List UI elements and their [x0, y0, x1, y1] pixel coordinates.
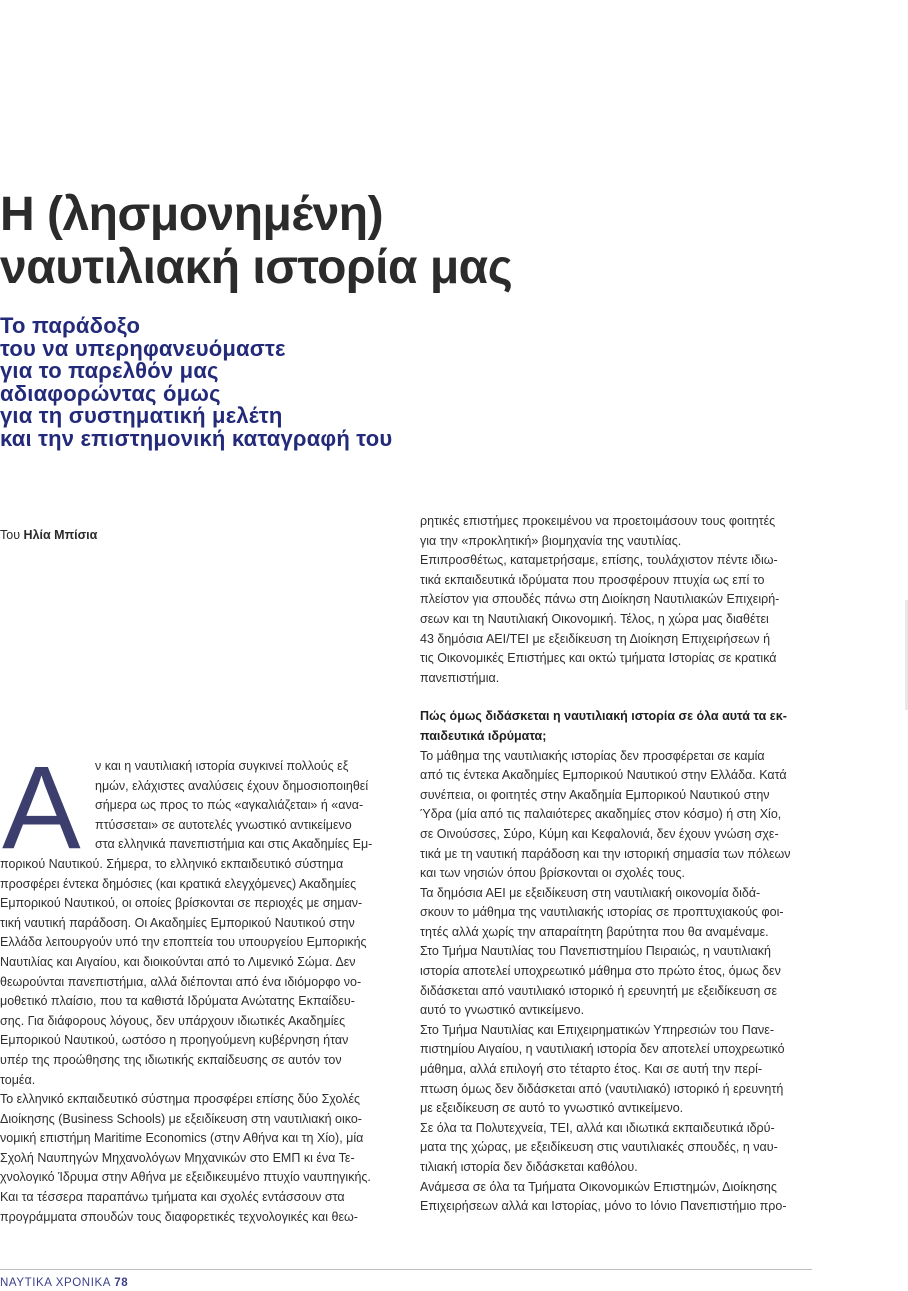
- text-line: πορικού Ναυτικού. Σήμερα, το ελληνικό εκπαιδευτικό σύστημα: [0, 856, 344, 871]
- text-line: τητές αλλά χωρίς την απαραίτητη βαρύτητα που θα αναμέναμε.: [420, 924, 769, 939]
- text-line: συνέπεια, οι φοιτητές στην Ακαδημία Εμπορικού Ναυτικού στην: [420, 787, 770, 802]
- text-line: Εμπορικού Ναυτικού, οι οποίες βρίσκονται σε περιοχές με σημαν-: [0, 896, 363, 911]
- text-line: Ελλάδα λειτουργούν υπό την εποπτεία του υπουργείου Εμπορικής: [0, 935, 367, 950]
- title-line-2: ναυτιλιακή ιστορία μας: [0, 241, 513, 294]
- text-line: Σχολή Ναυπηγών Μηχανολόγων Μηχανικών στο ΕΜΠ κι ένα Τε-: [0, 1150, 355, 1165]
- text-line: σκουν το μάθημα της ναυτιλιακής ιστορίας σε προπτυχιακούς φοι-: [420, 905, 784, 920]
- text-line: ν και η ναυτιλιακή ιστορία συγκινεί πολλούς εξ: [95, 759, 349, 773]
- text-line: πλείστον για σπουδές πάνω στη Διοίκηση Ναυτιλιακών Επιχειρή-: [420, 592, 780, 607]
- text-line: Το μάθημα της ναυτιλιακής ιστορίας δεν προσφέρεται σε καμία: [420, 748, 765, 763]
- paragraph-gap: [420, 688, 812, 707]
- title-line-1: Η (λησμονημένη): [0, 188, 384, 241]
- text-line: ρητικές επιστήμες προκειμένου να προετοιμάσουν τους φοιτητές: [420, 514, 776, 528]
- text-line: προσφέρει έντεκα δημόσιες (και κρατικά ελεγχόμενες) Ακαδημίες: [0, 876, 357, 891]
- byline: [0, 528, 97, 542]
- article-title: [0, 188, 512, 294]
- text-line: για την «προκλητική» βιομηχανία της ναυτιλίας.: [420, 533, 682, 548]
- text-line: Εμπορικού Ναυτικού, ωστόσο η προηγούμενη κυβέρνηση ήταν: [0, 1033, 349, 1048]
- text-line: 43 δημόσια ΑΕΙ/ΤΕΙ με εξειδίκευση τη Διοίκηση Επιχειρήσεων ή: [420, 631, 771, 646]
- article-subtitle: [0, 315, 392, 451]
- subtitle-line: αδιαφορώντας όμως: [0, 380, 221, 406]
- text-line: από τις έντεκα Ακαδημίες Εμπορικού Ναυτικού στην Ελλάδα. Κατά: [420, 768, 787, 783]
- text-line: πιστημίου Αιγαίου, η ναυτιλιακή ιστορία δεν αποτελεί υποχρεωτικό: [420, 1042, 785, 1057]
- text-line: μοθετικό πλαίσιο, που τα καθιστά Ιδρύματα Ανώτατης Εκπαίδευ-: [0, 994, 355, 1009]
- text-line: πτωση όμως δεν διδάσκεται από (ναυτιλιακό) ιστορικό ή ερευνητή: [420, 1081, 784, 1096]
- text-line: σήμερα ως προς το πώς «αγκαλιάζεται» ή «ανα-: [95, 798, 364, 813]
- magazine-name: ΝΑΥΤΙΚΑ ΧΡΟΝΙΚΑ: [0, 1277, 111, 1289]
- text-line: θεωρούνται πανεπιστήμια, αλλά διέπονται από ένα ιδιόμορφο νο-: [0, 974, 362, 989]
- text-line: σης. Για διάφορους λόγους, δεν υπάρχουν ιδιωτικές Ακαδημίες: [0, 1013, 346, 1028]
- text-line: σεων και τη Ναυτιλιακή Οικονομική. Τέλος, η χώρα μας διαθέτει: [420, 611, 769, 626]
- author-name: Ηλία Μπίσια: [23, 528, 98, 542]
- byline-prefix: Του: [0, 528, 21, 542]
- drop-cap: Α: [2, 742, 81, 874]
- subtitle-line: του να υπερηφανευόμαστε: [0, 335, 286, 361]
- text-line: τικά με τη ναυτική παράδοση και την ιστορική σημασία των πόλεων: [420, 846, 791, 861]
- text-line: και των νησιών όπου βρίσκονται οι σχολές τους.: [420, 866, 686, 881]
- text-line: νομική επιστήμη Maritime Economics (στην Αθήνα και τη Χίο), μία: [0, 1131, 364, 1146]
- text-line: Ναυτιλίας και Αιγαίου, και διοικούνται από το Λιμενικό Σώμα. Δεν: [0, 954, 356, 969]
- text-line: τιλιακή ιστορία δεν διδάσκεται καθόλου.: [420, 1160, 638, 1174]
- page-footer: [0, 1277, 128, 1289]
- footer-divider: [0, 1269, 812, 1270]
- text-line: τομέα.: [0, 1072, 36, 1087]
- text-line: μάθημα, αλλά επιλογή στο τέταρτο έτος. Και σε αυτή την περί-: [420, 1062, 763, 1077]
- text-line: διδάσκεται από ναυτιλιακό ιστορικό ή ερευνητή με εξειδίκευση σε: [420, 983, 778, 998]
- text-line: προγράμματα σπουδών τους διαφορετικές τεχνολογικές και θεω-: [0, 1209, 358, 1224]
- text-line: Σε όλα τα Πολυτεχνεία, ΤΕΙ, αλλά και ιδιωτικά εκπαιδευτικά ιδρύ-: [420, 1120, 775, 1135]
- text-line: Το ελληνικό εκπαιδευτικό σύστημα προσφέρει επίσης δύο Σχολές: [0, 1092, 361, 1107]
- text-line: Επιχειρήσεων αλλά και Ιστορίας, μόνο το Ιόνιο Πανεπιστήμιο προ-: [420, 1199, 787, 1214]
- text-line: πτύσσεται» σε αυτοτελές γνωστικό αντικείμενο: [95, 817, 352, 832]
- text-line: πανεπιστήμια.: [420, 670, 500, 685]
- text-line: σε Οινούσσες, Σύρο, Κύμη και Κεφαλονιά, δεν έχουν γνώση σχε-: [420, 826, 779, 841]
- text-line: χνολογικό Ίδρυμα στην Αθήνα με εξειδικευμένο πτυχίο ναυπηγικής.: [0, 1170, 371, 1185]
- subtitle-line: Το παράδοξο: [0, 313, 141, 338]
- text-line: Τα δημόσια ΑΕΙ με εξειδίκευση στη ναυτιλιακή οικονομία διδά-: [420, 885, 761, 900]
- text-line: τικά εκπαιδευτικά ιδρύματα που προσφέρουν πτυχία ως επί το: [420, 572, 765, 587]
- subtitle-line: για το παρελθόν μας: [0, 358, 219, 384]
- text-line: τική ναυτική παράδοση. Οι Ακαδημίες Εμπορικού Ναυτικού στην: [0, 915, 355, 930]
- left-column: [0, 742, 389, 1227]
- text-line: Στο Τμήμα Ναυτιλίας του Πανεπιστημίου Πειραιώς, η ναυτιλιακή: [420, 944, 771, 959]
- text-line: Στο Τμήμα Ναυτιλίας και Επιχειρηματικών Υπηρεσιών του Πανε-: [420, 1022, 775, 1037]
- right-column: [420, 512, 812, 1217]
- text-line: ματα της χώρας, με εξειδίκευση στις ναυτιλιακές σπουδές, η ναυ-: [420, 1140, 778, 1155]
- question-heading-line: Πώς όμως διδάσκεται η ναυτιλιακή ιστορία σε όλα αυτά τα εκ-: [420, 709, 787, 724]
- text-line: ιστορία αποτελεί υποχρεωτικό μάθημα στο πρώτο έτος, όμως δεν: [420, 964, 781, 979]
- subtitle-line: και την επιστημονική καταγραφή του: [0, 425, 393, 451]
- question-heading-line: παιδευτικά ιδρύματα;: [420, 728, 547, 743]
- text-line: Ύδρα (μία από τις παλαιότερες ακαδημίες στον κόσμο) ή στη Χίο,: [420, 807, 782, 822]
- text-line: υπέρ της προώθησης της ιδιωτικής εκπαίδευσης σε αυτόν τον: [0, 1052, 342, 1067]
- page-number: 78: [114, 1277, 129, 1289]
- text-line: Ανάμεσα σε όλα τα Τμήματα Οικονομικών Επιστημών, Διοίκησης: [420, 1179, 777, 1194]
- text-line: Και τα τέσσερα παραπάνω τμήματα και σχολές εντάσσουν στα: [0, 1190, 345, 1205]
- text-line: στα ελληνικά πανεπιστήμια και στις Ακαδημίες Εμ-: [95, 837, 373, 852]
- text-line: τις Οικονομικές Επιστήμες και οκτώ τμήματα Ιστορίας σε κρατικά: [420, 651, 777, 666]
- subtitle-line: για τη συστηματική μελέτη: [0, 403, 283, 429]
- text-line: Διοίκησης (Business Schools) με εξειδίκευση στη ναυτιλιακή οικο-: [0, 1111, 362, 1126]
- text-line: με εξειδίκευση σε αυτό το γνωστικό αντικείμενο.: [420, 1101, 684, 1116]
- text-line: Επιπροσθέτως, καταμετρήσαμε, επίσης, τουλάχιστον πέντε ιδιω-: [420, 553, 778, 568]
- text-line: αυτό το γνωστικό αντικείμενο.: [420, 1003, 585, 1018]
- text-line: ημών, ελάχιστες αναλύσεις έχουν δημοσιοποιηθεί: [95, 778, 369, 793]
